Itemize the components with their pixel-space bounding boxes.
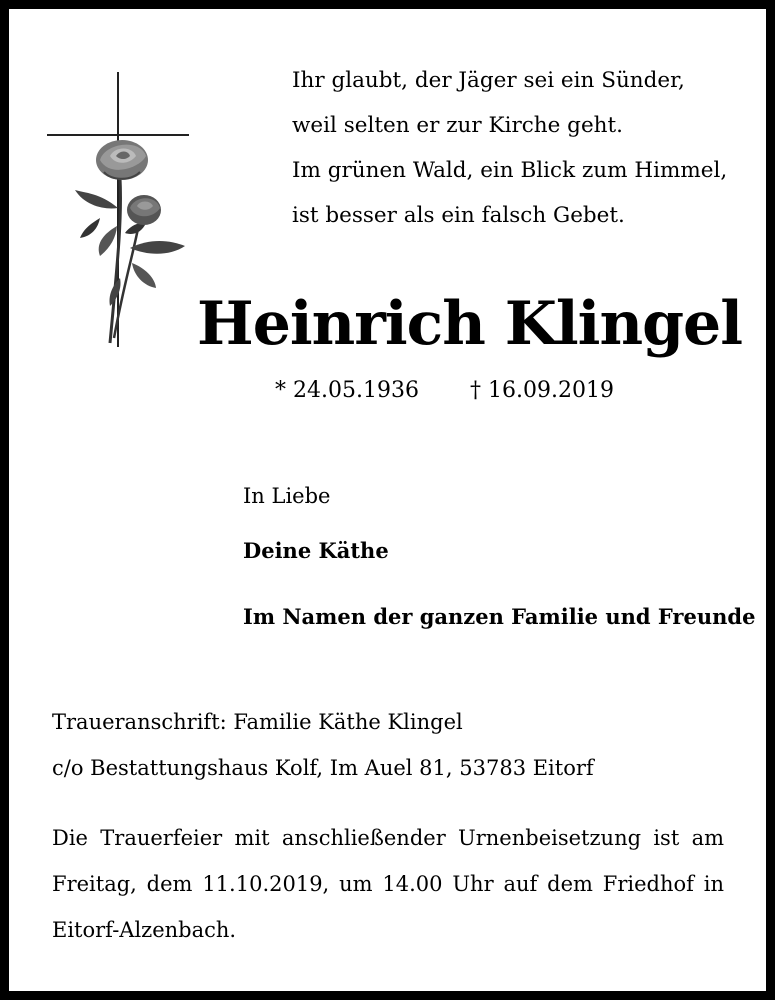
signature-from: Deine Käthe	[243, 538, 389, 563]
notice-line: Freitag, dem 11.10.2019, um 14.00 Uhr auf dem Friedhof in	[52, 872, 724, 896]
mourning-address-line: c/o Bestattungshaus Kolf, Im Auel 81, 53783 Eitorf	[52, 756, 594, 780]
notice-line: Eitorf-Alzenbach.	[52, 918, 237, 942]
funeral-notice	[52, 815, 724, 953]
poem-line: ist besser als ein falsch Gebet.	[292, 203, 625, 228]
cross-horizontal-bar	[47, 134, 189, 136]
poem-line: Im grünen Wald, ein Blick zum Himmel,	[292, 158, 728, 183]
poem-line: weil selten er zur Kirche geht.	[292, 113, 623, 138]
mourning-address-line: Traueranschrift: Familie Käthe Klingel	[52, 710, 463, 734]
birth-date: * 24.05.1936	[275, 378, 419, 403]
rose-icon	[70, 138, 190, 348]
deceased-name: Heinrich Klingel	[197, 289, 743, 359]
notice-line: Die Trauerfeier mit anschließender Urnenbeisetzung ist am	[52, 826, 724, 850]
signature-intro: In Liebe	[243, 484, 331, 508]
death-date: † 16.09.2019	[470, 378, 614, 403]
signature-family: Im Namen der ganzen Familie und Freunde	[243, 604, 756, 629]
poem-line: Ihr glaubt, der Jäger sei ein Sünder,	[292, 68, 685, 93]
poem	[292, 58, 727, 238]
